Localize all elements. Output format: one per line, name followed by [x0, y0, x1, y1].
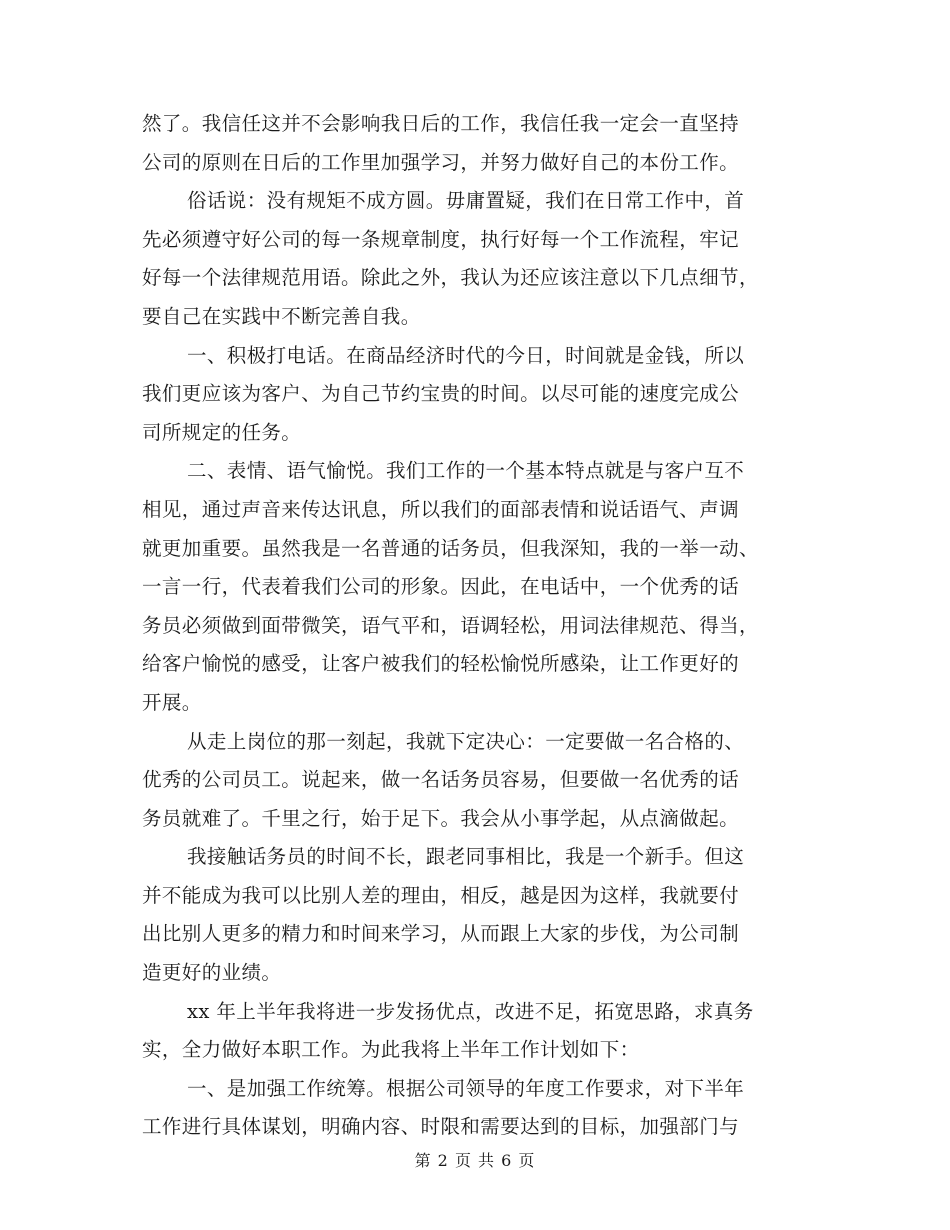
text-line: 公司的原则在日后的工作里加强学习，并努力做好自己的本份工作。 — [142, 150, 740, 174]
text-line: 一、是加强工作统筹。根据公司领导的年度工作要求，对下半年 — [187, 1076, 745, 1100]
text-line: 我们更应该为客户、为自己节约宝贵的时间。以尽可能的速度完成公 — [142, 382, 740, 406]
text-line: 要自己在实践中不断完善自我。 — [142, 304, 421, 328]
text-line: 俗话说：没有规矩不成方圆。毋庸置疑，我们在日常工作中，首 — [187, 189, 745, 213]
text-line: 好每一个法律规范用语。除此之外，我认为还应该注意以下几点细节， — [142, 266, 759, 290]
text-line: 造更好的业绩。 — [142, 961, 282, 985]
text-line: 一言一行，代表着我们公司的形象。因此，在电话中，一个优秀的话 — [142, 575, 740, 599]
text-line: 给客户愉悦的感受，让客户被我们的轻松愉悦所感染，让工作更好的 — [142, 652, 740, 676]
text-line: 优秀的公司员工。说起来，做一名话务员容易，但要做一名优秀的话 — [142, 768, 740, 792]
text-line: 并不能成为我可以比别人差的理由，相反，越是因为这样，我就要付 — [142, 883, 740, 907]
text-line: 实，全力做好本职工作。为此我将上半年工作计划如下： — [142, 1038, 640, 1062]
text-line: 二、表情、语气愉悦。我们工作的一个基本特点就是与客户互不 — [187, 459, 745, 483]
text-line: 工作进行具体谋划，明确内容、时限和需要达到的目标，加强部门与 — [142, 1115, 740, 1139]
text-line: 我接触话务员的时间不长，跟老同事相比，我是一个新手。但这 — [187, 845, 745, 869]
text-line: 就更加重要。虽然我是一名普通的话务员，但我深知，我的一举一动、 — [142, 536, 759, 560]
text-line: 从走上岗位的那一刻起，我就下定决心：一定要做一名合格的、 — [187, 729, 745, 753]
text-line: xx 年上半年我将进一步发扬优点，改进不足，拓宽思路，求真务 — [187, 999, 754, 1023]
text-line: 务员就难了。千里之行，始于足下。我会从小事学起，从点滴做起。 — [142, 806, 740, 830]
text-line: 相见，通过声音来传达讯息，所以我们的面部表情和说话语气、声调 — [142, 497, 740, 521]
text-line: 一、积极打电话。在商品经济时代的今日，时间就是金钱，所以 — [187, 343, 745, 367]
document-body — [142, 105, 812, 1147]
text-line: 务员必须做到面带微笑，语气平和，语调轻松，用词法律规范、得当， — [142, 613, 759, 637]
text-line: 司所规定的任务。 — [142, 420, 302, 444]
text-line: 出比别人更多的精力和时间来学习，从而跟上大家的步伐，为公司制 — [142, 922, 740, 946]
page-footer: 第 2 页 共 6 页 — [414, 1151, 536, 1170]
text-line: 然了。我信任这并不会影响我日后的工作，我信任我一定会一直坚持 — [142, 112, 740, 135]
text-line: 开展。 — [142, 690, 202, 714]
text-line: 先必须遵守好公司的每一条规章制度，执行好每一个工作流程，牢记 — [142, 227, 740, 251]
